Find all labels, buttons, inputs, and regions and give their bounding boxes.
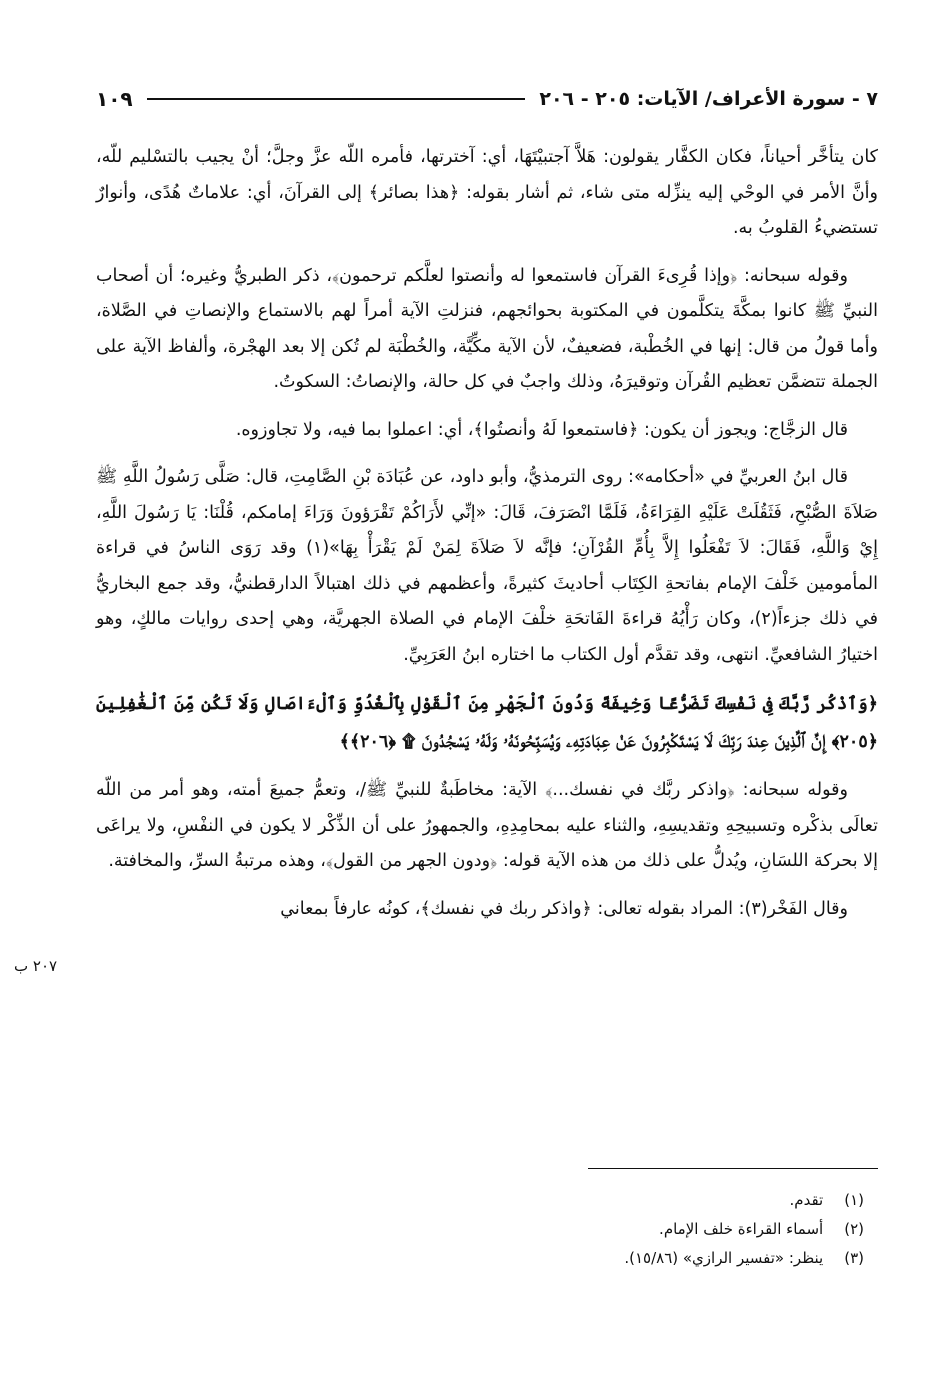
quran-verse-block: ﴿وَٱذْكُر رَّبَّكَ فِى نَفْسِكَ تَضَرُّعًا وَخِيفَةً وَدُونَ ٱلْجَهْرِ مِنَ ٱلْقَوْلِ بِٱلْغُدُوِّ وَٱلْءَاصَالِ وَلَا تَكُن مِّنَ ٱلْغَٰفِلِينَ ﴿٢٠٥﴾ إِنَّ ٱلَّذِينَ عِندَ رَبِّكَ لَا يَسْتَكْبِرُونَ عَنْ عِبَادَتِهِۦ وَيُسَبِّحُونَهُۥ وَلَهُۥ يَسْجُدُونَ ۩ ﴿٢٠٦﴾﴾ <box>96 694 878 752</box>
paragraph: وقال الفَخْر(٣): المراد بقوله تعالى: ﴿واذكر ربك في نفسك﴾، كونُه عارفاً بمعاني <box>280 898 848 919</box>
main-text <box>96 140 878 939</box>
footnote-text: تقدم. <box>789 1191 824 1209</box>
footnote <box>96 1215 878 1244</box>
footnote <box>96 1186 878 1215</box>
footnote-number: (١) <box>844 1191 864 1209</box>
paragraph: وقوله سبحانه: ﴿واذكر ربَّك في نفسك...﴾ الآية: مخاطَبةٌ للنبيِّ ﷺ/، وتعمُّ جميعَ أمته، وهو أمر من اللّه تعالَى بذكْره وتسبيحِهِ وتقديسِهِ، والثناء عليه بمحامِدِهِ، والجمهورُ على أن الذِّكْر لا يكون في النفْسِ، ولا يراعَى إلا بحركة اللسَانِ، ويُدلُّ على ذلك من هذه الآية قوله: ﴿ودون الجهر من القول﴾، وهذه مرتبةُ السرِّ، والمخافتة. <box>96 780 878 871</box>
footnote-number: (٣) <box>844 1249 864 1267</box>
footnote-number: (٢) <box>844 1220 864 1238</box>
manuscript-folio-marker: ٢٠٧ ب <box>14 957 58 975</box>
footnote-separator <box>588 1168 878 1169</box>
page-number: ١٠٩ <box>96 87 133 111</box>
running-header <box>96 84 878 114</box>
header-title: ٧ - سورة الأعراف/ الآيات: ٢٠٥ - ٢٠٦ <box>539 88 878 110</box>
footnote <box>96 1244 878 1273</box>
footnote-text: أسماء القراءة خلف الإمام. <box>659 1220 824 1238</box>
paragraph: قال ابنُ العربيِّ في «أحكامه»: روى الترمذيُّ، وأبو داود، عن عُبَادَة بْنِ الصَّامِتِ، قال: صَلَّى رَسُولُ اللَّهِ ﷺ صَلاَةَ الصُّبْحِ، فَثَقُلَتْ عَلَيْهِ القِرَاءَةُ، فَلَمَّا انْصَرَفَ، قَالَ: «إنِّي لأَرَاكُمْ تَقْرَؤونَ وَرَاءَ إمامكم، قُلْنَا: يَا رَسُولَ اللَّهِ، إِيْ وَاللَّهِ، فَقَالَ: لاَ تَفْعَلُوا إِلاَّ بِأُمِّ القُرْآنِ؛ فإنَّه لاَ صَلاَةَ لِمَنْ لَمْ يَقْرَأْ بِهَا»(١) وقد رَوَى الناسُ في قراءة المأمومين خَلْفَ الإمام بفاتحةِ الكِتَاب أحاديثَ كثيرةً، وأعظمهم في ذلك اهتبالاً الدارقطنيُّ، وقد جمع البخاريُّ في ذلك جزءاً(٢)، وكان رَأْيُهُ قراءةَ الفَاتحَةِ خلْفَ الإمام في الصلاة الجهريَّة، وهي إحدى روايات مالكٍ، وهو اختيارُ الشافعيِّ. انتهى، وقد تقدَّم أول الكتاب ما اختاره ابنُ العَرَبِيِّ. <box>96 467 878 665</box>
header-rule <box>147 98 526 100</box>
footnotes <box>96 1186 878 1273</box>
paragraph: وقوله سبحانه: ﴿وإذا قُرِىءَ القرآن فاستمعوا له وأنصتوا لعلَّكم ترحمون﴾، ذكر الطبريُّ وغيره؛ أن أصحاب النبيِّ ﷺ كانوا بمكَّةَ يتكلَّمون في المكتوبة بحوائجهم، فنزلتِ الآية أمراً لهم بالاستماع والإنصاتِ في الصَّلاة، وأما قولُ من قال: إنها في الخُطْبة، فضعيفٌ، لأن الآية مكِّيَّة، والخُطْبَة لم تُكن إلا بعد الهجْرة، وألفاظ الآية على الجملة تتضمَّن تعظيم القُرآن وتوقيرَهُ، وذلك واجبٌ في كل حالة، والإنصاتُ: السكوتُ. <box>96 265 878 392</box>
paragraph: كان يتأخَّر أحياناً، فكان الكفَّار يقولون: هَلاَّ آجتبيْتَهَا، أي: آخترتها، فأمره اللّه عزَّ وجلَّ؛ أنْ يجيب بالتسْليم للّه، وأنَّ الأمر في الوحْي إليه ينزِّله متى شاء، ثم أشار بقوله: ﴿هذا بصائر﴾ إلى القرآنَ، أي: علاماتٌ هُدًى، وأنوارٌ تستضيءُ القلوبُ به. <box>96 147 878 238</box>
footnote-text: ينظر: «تفسير الرازي» (١٥/٨٦). <box>624 1249 824 1267</box>
paragraph: قال الزجَّاج: ويجوز أن يكون: ﴿فاستمعوا لَهُ وأنصتُوا﴾، أي: اعملوا بما فيه، ولا تجاوزوه. <box>235 419 848 440</box>
